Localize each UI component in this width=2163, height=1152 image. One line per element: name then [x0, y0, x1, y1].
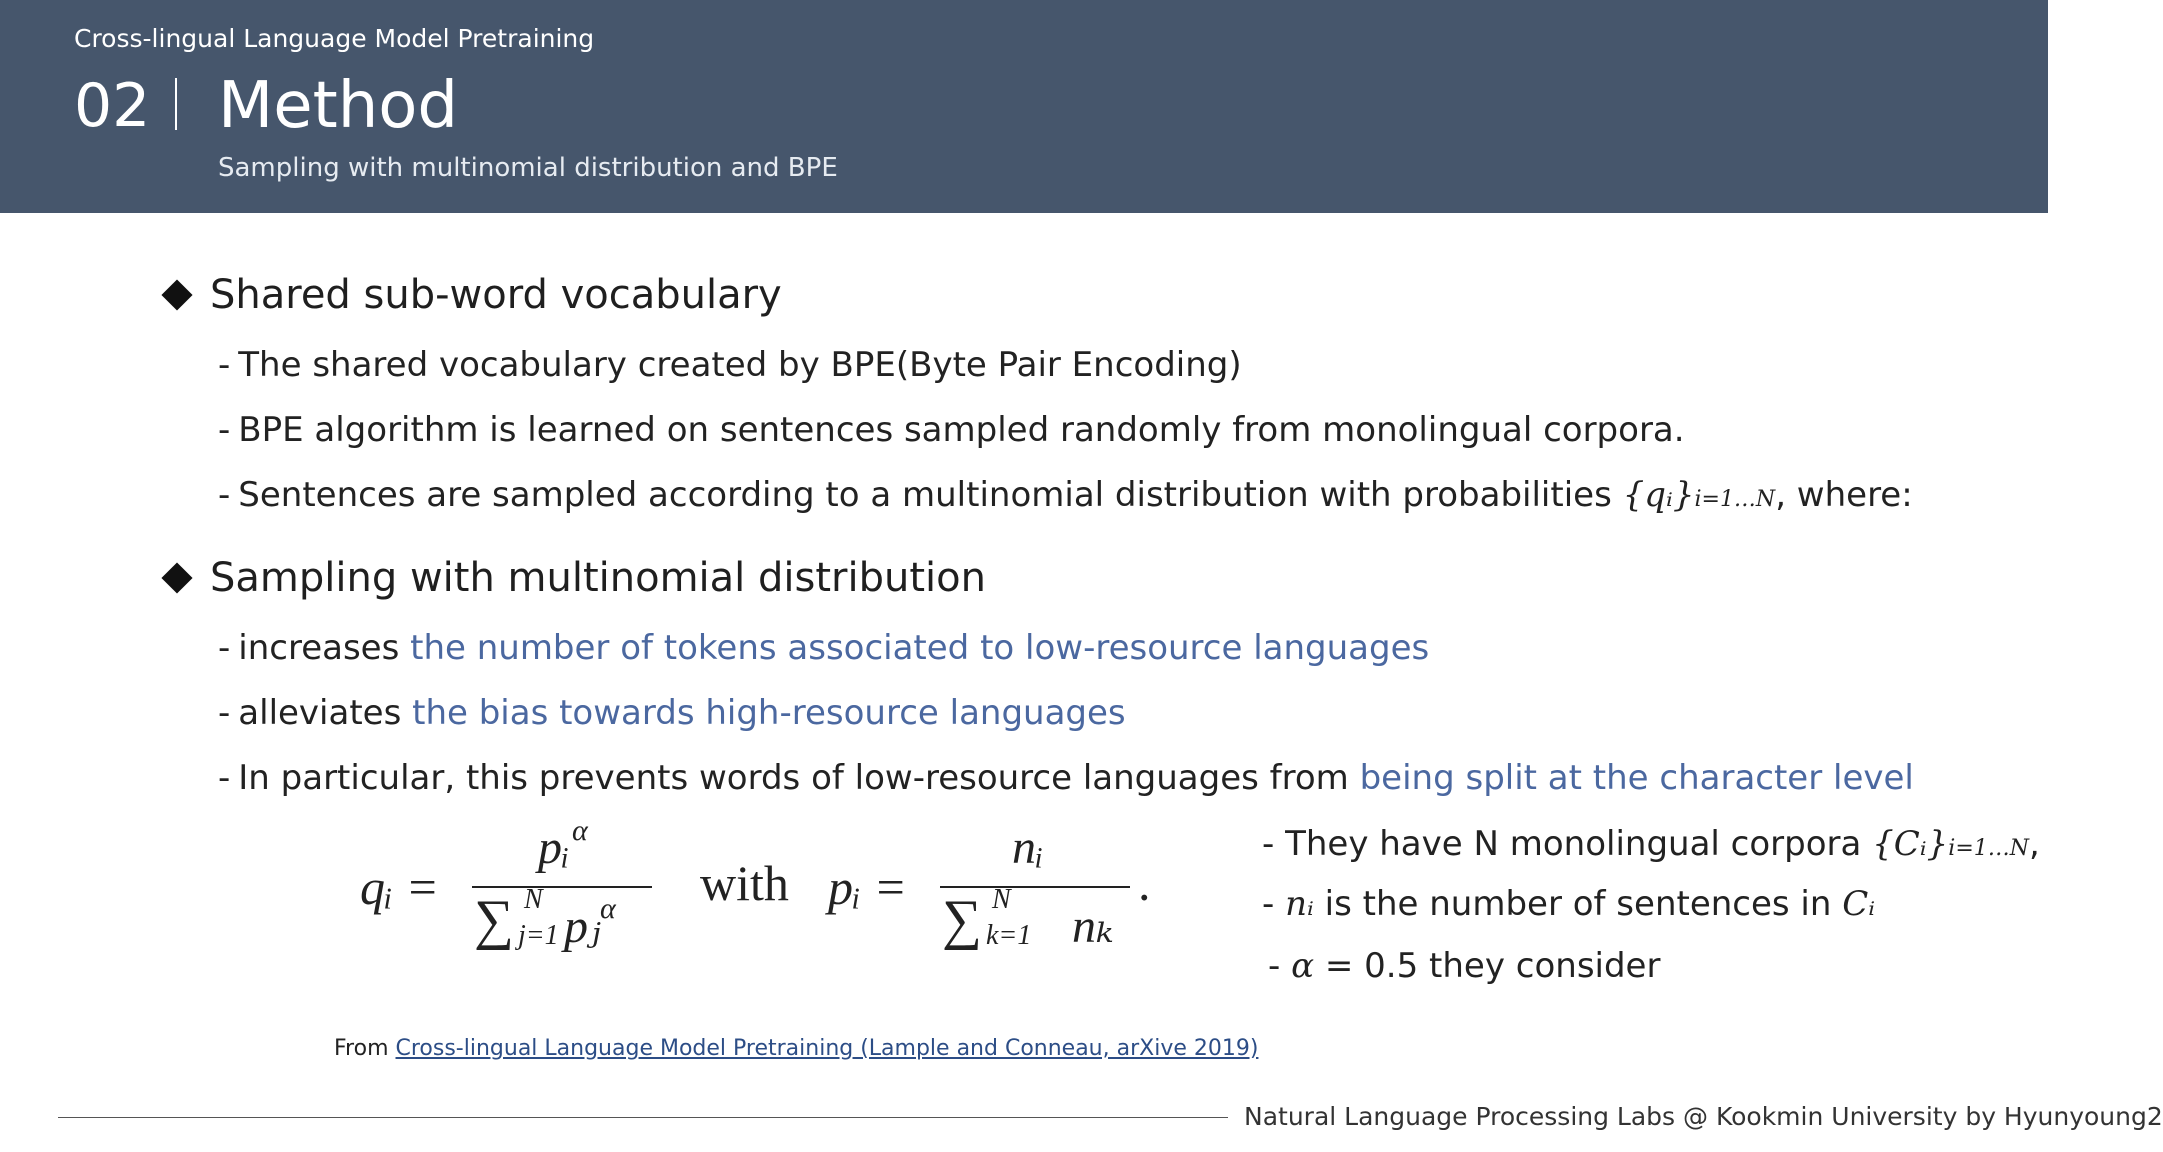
list-item-text: The shared vocabulary created by BPE(Byte Pair Encoding)	[238, 345, 1242, 385]
formula-sum-sub: j=1	[518, 920, 559, 951]
side-note-text: is the number of sentences in	[1313, 884, 1843, 924]
diamond-bullet-icon	[161, 562, 192, 593]
formula-denominator2-term: nₖ	[1072, 900, 1114, 953]
list-item: - In particular, this prevents words of low-resource languages from being split at the character level	[218, 758, 1914, 798]
list-item-text: alleviates	[238, 693, 413, 733]
math-subscript: i=1…N	[1948, 836, 2029, 861]
side-note-tail: ,	[2029, 824, 2040, 864]
list-item-text: Sentences are sampled according to a multinomial distribution with probabilities	[238, 475, 1612, 515]
bullet-heading-sampling	[162, 555, 986, 601]
list-item-text: BPE algorithm is learned on sentences sampled randomly from monolingual corpora.	[238, 410, 1685, 450]
title-divider	[175, 78, 177, 130]
formula-sum2: ∑	[942, 889, 982, 951]
side-note: - They have N monolingual corpora {Cᵢ}i=1…N,	[1262, 824, 2040, 864]
source-prefix: From	[334, 1036, 396, 1061]
math-alpha: α	[1291, 946, 1315, 986]
side-note: - nᵢ is the number of sentences in Cᵢ	[1262, 884, 1876, 924]
source-link[interactable]: Cross-lingual Language Model Pretraining (Lample and Conneau, arXive 2019)	[395, 1036, 1259, 1061]
formula-numerator2: nᵢ	[1012, 821, 1044, 874]
math-c-i: Cᵢ	[1842, 884, 1876, 924]
formula-numerator-sup: α	[572, 814, 588, 847]
source-citation	[334, 1036, 1258, 1061]
list-item: - The shared vocabulary created by BPE(Byte Pair Encoding)	[218, 345, 1242, 385]
highlighted-text: being split at the character level	[1359, 758, 1914, 798]
formula-denominator-term: pⱼ	[564, 900, 601, 953]
list-item-text: In particular, this prevents words of low-resource languages from	[238, 758, 1360, 798]
heading-text: Sampling with multinomial distribution	[210, 555, 986, 601]
formula-lhs: qᵢ =	[360, 859, 440, 915]
heading-text: Shared sub-word vocabulary	[210, 272, 782, 318]
highlighted-text: the bias towards high-resource languages	[412, 693, 1126, 733]
formula-lhs2: pᵢ =	[828, 859, 908, 915]
sampling-formula	[360, 814, 1160, 970]
formula-sum: ∑	[474, 889, 514, 951]
highlighted-text: the number of tokens associated to low-resource languages	[410, 628, 1430, 668]
list-item: - Sentences are sampled according to a multinomial distribution with probabilities {qᵢ}i=1…N, where:	[218, 475, 1913, 515]
section-subtitle: Sampling with multinomial distribution and BPE	[218, 153, 838, 183]
list-item: - BPE algorithm is learned on sentences sampled randomly from monolingual corpora.	[218, 410, 1685, 450]
list-item: - alleviates the bias towards high-resource languages	[218, 693, 1126, 733]
list-item-text: increases	[238, 628, 411, 668]
section-title: Method	[218, 69, 459, 143]
math-n-i: nᵢ	[1285, 884, 1314, 924]
section-number: 02	[74, 71, 151, 141]
formula-denominator-sup: α	[600, 892, 616, 925]
presentation-title: Cross-lingual Language Model Pretraining	[74, 24, 595, 53]
diamond-bullet-icon	[161, 279, 192, 310]
formula-period: .	[1138, 855, 1151, 911]
footer-divider	[58, 1117, 1228, 1118]
formula-sum2-sup: N	[992, 884, 1011, 915]
slide-header	[0, 0, 2048, 213]
math-subscript: i=1…N	[1694, 487, 1776, 512]
math-c-set: {Cᵢ}	[1872, 824, 1949, 864]
side-note-text: They have N monolingual corpora	[1285, 824, 1873, 864]
list-item: - increases the number of tokens associated to low-resource languages	[218, 628, 1430, 668]
formula-numerator: pᵢ	[538, 821, 570, 874]
formula-sum2-sub: k=1	[986, 920, 1032, 951]
formula-sum-sup: N	[524, 884, 543, 915]
formula-with: with	[700, 855, 789, 911]
side-note: - α = 0.5 they consider	[1268, 946, 1661, 986]
bullet-heading-vocabulary	[162, 272, 782, 318]
list-item-tail: , where:	[1775, 475, 1913, 515]
side-note-text: = 0.5 they consider	[1314, 946, 1661, 986]
math-q-set: {qᵢ}	[1622, 475, 1695, 515]
footer-credit: Natural Language Processing Labs @ Kookmin University by Hyunyoung2	[1244, 1102, 2163, 1131]
